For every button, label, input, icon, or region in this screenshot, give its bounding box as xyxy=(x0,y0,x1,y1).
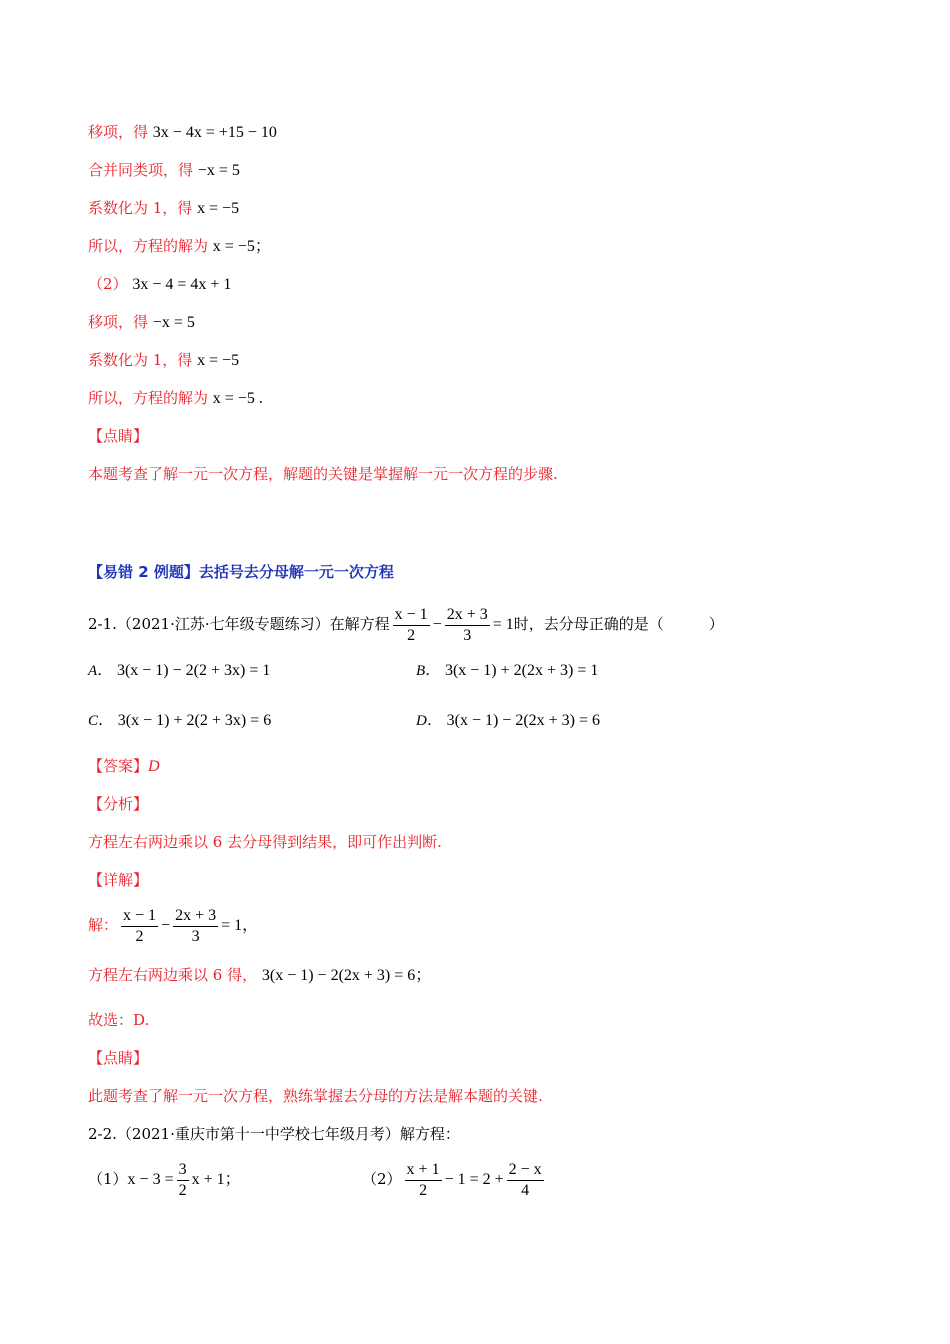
answer: 【答案】D xyxy=(88,757,160,775)
question-2-1: 2-1.（2021·江苏·七年级专题练习）在解方程 $\frac{x - 1}{2}$ − $\frac{2x + 3}{3}$ = 1时，去分母正确的是（ ） xyxy=(88,605,724,644)
dianjing-tag-2: 【点睛】 xyxy=(88,1049,149,1067)
dianjing-tag-1: 【点睛】 xyxy=(88,427,149,445)
question-2-2-part-2: （2） $\frac{x + 1}{2}$ − 1 = 2 + $\frac{2 - x}{4}$ xyxy=(362,1160,542,1199)
option-d[interactable]: D． 3(x − 1) − 2(2x + 3) = 6 xyxy=(416,712,601,729)
fraction: $\frac{x - 1}{2}$ xyxy=(123,906,157,945)
solution-step-coefficient-2: 系数化为 1，得 x = −5 xyxy=(88,351,240,369)
fraction: $\frac{3}{2}$ xyxy=(178,1160,187,1199)
question-2-2-part-1: （1）x − 3 = $\frac{3}{2}$ x + 1； xyxy=(88,1160,241,1199)
solution-step-move: 移项，得 3x − 4x = +15 − 10 xyxy=(88,123,277,141)
solution-result-1: 所以，方程的解为 x = −5； xyxy=(88,237,271,255)
fraction: $\frac{2 - x}{4}$ xyxy=(508,1160,542,1199)
fraction: $\frac{x - 1}{2}$ xyxy=(394,605,428,644)
fraction: $\frac{x + 1}{2}$ xyxy=(406,1160,440,1199)
solution-step-combine: 合并同类项，得 −x = 5 xyxy=(88,161,240,179)
solution-step-move-2: 移项，得 −x = 5 xyxy=(88,313,195,331)
fraction: $\frac{2x + 3}{3}$ xyxy=(175,906,217,945)
option-b[interactable]: B． 3(x − 1) + 2(2x + 3) = 1 xyxy=(416,662,599,679)
detail-step: 方程左右两边乘以 6 得， 3(x − 1) − 2(2x + 3) = 6； xyxy=(88,966,432,984)
analysis-text: 方程左右两边乘以 6 去分母得到结果，即可作出判断. xyxy=(88,833,442,851)
detail-choice: 故选：D. xyxy=(88,1011,150,1029)
option-c[interactable]: C． 3(x − 1) + 2(2 + 3x) = 6 xyxy=(88,712,272,729)
part-2-equation: （2） 3x − 4 = 4x + 1 xyxy=(88,275,232,293)
analysis-tag: 【分析】 xyxy=(88,795,149,813)
detail-equation: 解： $\frac{x - 1}{2}$ − $\frac{2x + 3}{3}$ = 1， xyxy=(88,906,259,945)
section-title: 【易错 2 例题】去括号去分母解一元一次方程 xyxy=(88,563,394,581)
solution-result-2: 所以，方程的解为 x = −5 . xyxy=(88,389,263,407)
option-a[interactable]: A． 3(x − 1) − 2(2 + 3x) = 1 xyxy=(88,662,271,679)
dianjing-text-2: 此题考查了解一元一次方程，熟练掌握去分母的方法是解本题的关键. xyxy=(88,1087,543,1105)
fraction: $\frac{2x + 3}{3}$ xyxy=(446,605,488,644)
solution-step-coefficient: 系数化为 1，得 x = −5 xyxy=(88,199,240,217)
detail-tag: 【详解】 xyxy=(88,871,149,889)
dianjing-text-1: 本题考查了解一元一次方程，解题的关键是掌握解一元一次方程的步骤. xyxy=(88,465,558,483)
question-2-2: 2-2.（2021·重庆市第十一中学校七年级月考）解方程： xyxy=(88,1125,460,1143)
